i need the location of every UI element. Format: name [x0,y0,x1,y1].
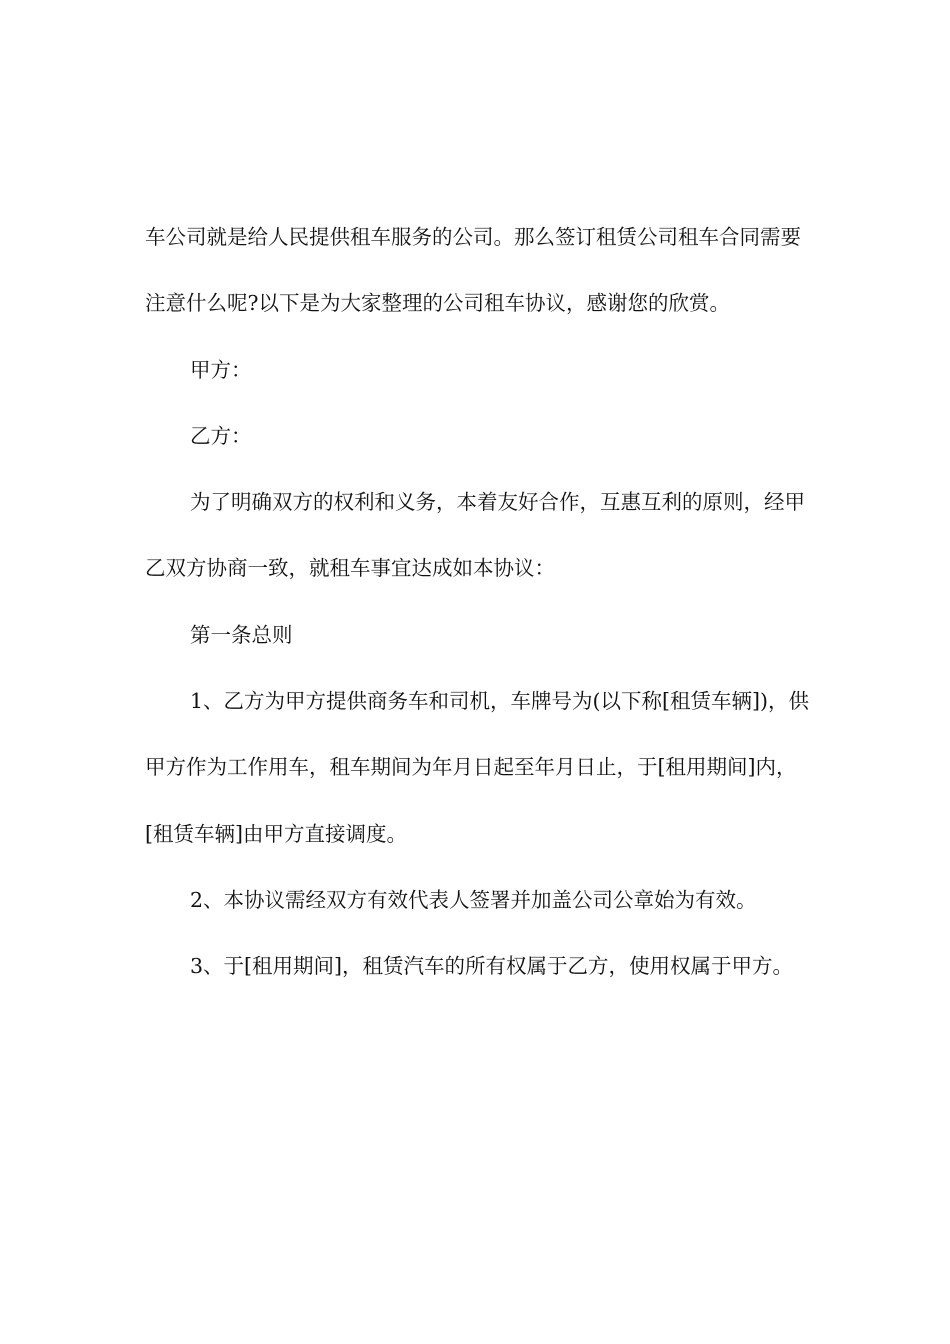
clause-1: 1、乙方为甲方提供商务车和司机，车牌号为(以下称[租赁车辆])，供甲方作为工作用车，租车期间为年月日起至年月日止，于[租用期间]内，[租赁车辆]由甲方直接调度。 [145,689,810,846]
clause-3: 3、于[租用期间]，租赁汽车的所有权属于乙方，使用权属于甲方。 [190,954,794,979]
intro-paragraph: 车公司就是给人民提供租车服务的公司。那么签订租赁公司租车合同需要注意什么呢?以下是为大家整理的公司租车协议，感谢您的欣赏。 [145,225,801,316]
purpose-paragraph: 为了明确双方的权利和义务，本着友好合作，互惠互利的原则，经甲乙双方协商一致，就租车事宜达成如本协议： [145,490,805,581]
document-body [145,204,810,1000]
article-1-heading: 第一条总则 [190,622,293,647]
party-b-line: 乙方： [190,423,252,448]
party-a-line: 甲方： [190,357,252,382]
clause-2: 2、本协议需经双方有效代表人签署并加盖公司公章始为有效。 [190,887,757,912]
